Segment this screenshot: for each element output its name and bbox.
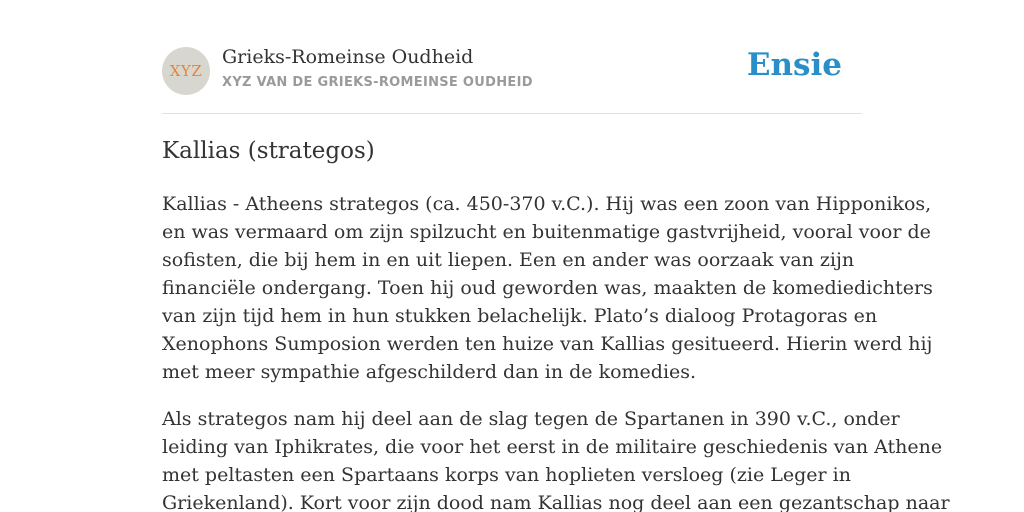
paragraph-line: Als strategos nam hij deel aan de slag tegen de Spartanen in 390 v.C., onder — [162, 408, 900, 430]
book-title[interactable]: Grieks-Romeinse Oudheid — [222, 46, 474, 68]
header — [162, 0, 862, 114]
paragraph-line: leiding van Iphikrates, die voor het eerst in de militaire geschiedenis van Athene — [162, 436, 943, 458]
paragraph-line: Xenophons Sumposion werden ten huize van Kallias gesitueerd. Hierin werd hij — [162, 333, 933, 355]
paragraph-line: Kallias - Atheens strategos (ca. 450-370 v.C.). Hij was een zoon van Hipponikos, — [162, 193, 932, 215]
paragraph-line: en was vermaard om zijn spilzucht en buitenmatige gastvrijheid, vooral voor de — [162, 221, 931, 243]
paragraph-line: met peltasten een Spartaans korps van hoplieten versloeg (zie Leger in — [162, 464, 851, 486]
book-avatar[interactable]: XYZ — [162, 47, 210, 95]
paragraph-line: met meer sympathie afgeschilderd dan in de komedies. — [162, 361, 697, 383]
paragraph-line: sofisten, die bij hem in en uit liepen. Een en ander was oorzaak van zijn — [162, 249, 855, 271]
entry-paragraph-1 — [162, 190, 933, 386]
paragraph-line: Griekenland). Kort voor zijn dood nam Kallias nog deel aan een gezantschap naar — [162, 492, 950, 512]
entry-title: Kallias (strategos) — [162, 138, 375, 164]
book-subtitle: XYZ VAN DE GRIEKS-ROMEINSE OUDHEID — [222, 75, 533, 90]
entry-paragraph-2 — [162, 405, 950, 512]
paragraph-line: financiële ondergang. Toen hij oud geworden was, maakten de komediedichters — [162, 277, 933, 299]
paragraph-line: van zijn tijd hem in hun stukken belachelijk. Plato’s dialoog Protagoras en — [162, 305, 878, 327]
ensie-logo-link[interactable]: Ensie — [746, 47, 842, 83]
content-container — [162, 0, 950, 512]
